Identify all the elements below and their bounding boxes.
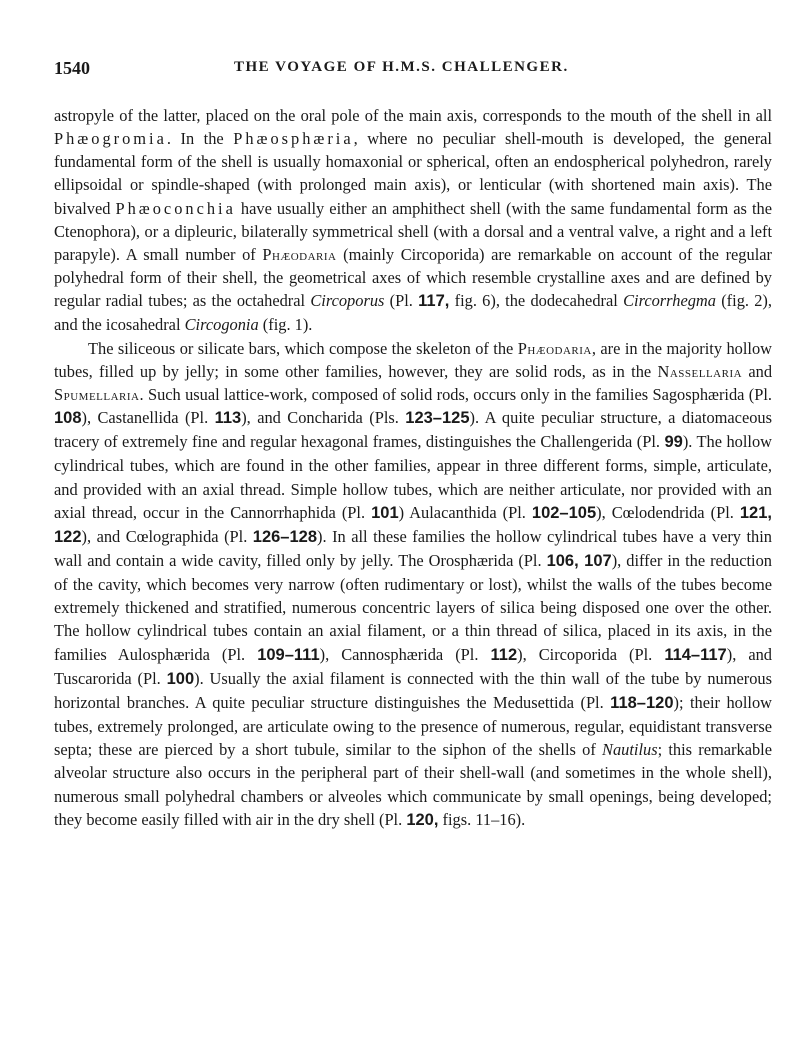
page (54, 56, 772, 832)
taxon-phaeoconchia: Phæoconchia (115, 198, 236, 218)
text-run: fig. 6), the dodecahedral (449, 291, 624, 311)
plate-ref-100: 100 (166, 669, 195, 688)
text-run: ). The hollow cylindrical tubes, which are found in the other families, appear in three different forms, simple, articulate, and provided with an axial thread. Simple hollow tubes, which are neither articulate, nor provided with an axial thread, occur in the Cannorrhaphida (Pl. (54, 432, 772, 522)
text-run: figs. 11–16). (438, 809, 526, 829)
taxon-phaeodaria: Phæodaria (517, 338, 592, 358)
text-run: ) Aulacanthida (Pl. (398, 502, 532, 522)
text-run: , where no peculiar shell-mouth is developed, the general fundamental form of the shell is usually homaxonial or spherical, often an endospherical polyhedron, rarely ellipsoidal or spindle-shaped (with prolonged main axis), or lenticular (with shortened main axis). The bivalved (54, 129, 772, 218)
plate-ref-109-111: 109–111 (257, 645, 320, 664)
taxon-spumellaria: Spumellaria (54, 384, 140, 404)
text-run: (Pl. (384, 291, 419, 311)
genus-nautilus: Nautilus (602, 740, 658, 760)
plate-ref-121-122: 121, 122 (54, 503, 772, 546)
plate-ref-117: 117, (418, 292, 450, 311)
text-run: (mainly Circoporida) are remarkable on account of the regular polyhedral form of their shell, the geometrical axes of which resemble crystalline axes and are defined by regular radial tubes; as the octahedral (54, 244, 772, 311)
body-text (54, 104, 772, 832)
text-run: ). In all these families the hollow cylindrical tubes have a very thin wall and contain a wide cavity, filled only by jelly. The Orosphærida (Pl. (54, 526, 772, 570)
plate-ref-106-107: 106, 107 (546, 551, 612, 570)
taxon-phaeogromia: Phæogromia (54, 129, 167, 149)
text-run: astropyle of the latter, placed on the oral pole of the main axis, corresponds to the mouth of the shell in all (54, 106, 772, 125)
plate-ref-108: 108 (54, 409, 82, 428)
text-run: and (742, 361, 773, 381)
taxon-phaeosphaeria: Phæosphæria (233, 129, 354, 149)
plate-ref-102-105: 102–105 (531, 503, 597, 522)
text-run: ). A quite peculiar structure, a diatomaceous tracery of extremely fine and regular hexagonal frames, distinguishes the Challengerida (Pl. (54, 408, 772, 452)
text-run: . In the (166, 129, 234, 149)
paragraph-2 (54, 337, 772, 832)
text-run: (fig. 2), and the icosahedral (54, 291, 772, 335)
text-run: ). Usually the axial filament is connected with the thin wall of the tube by numerous horizontal branches. A quite peculiar structure distinguishes the Medusettida (Pl. (54, 668, 772, 712)
genus-circoporus: Circoporus (310, 291, 385, 311)
text-run: , are in the majority hollow tubes, filled up by jelly; in some other families, however, they are solid rods, as in the (54, 338, 772, 381)
text-run: ), and Tuscarorida (Pl. (54, 644, 772, 688)
text-run: ), Cannosphærida (Pl. (319, 644, 491, 664)
text-run: . Such usual lattice-work, composed of solid rods, occurs only in the families Sagosphærida (Pl. (139, 384, 772, 404)
plate-ref-120: 120, (406, 810, 439, 829)
text-run: ), Cœlodendrida (Pl. (596, 502, 740, 522)
plate-ref-112: 112 (490, 645, 518, 664)
text-run: ), Circoporida (Pl. (517, 644, 665, 664)
text-run: ), differ in the reduction of the cavity, which becomes very narrow (often rudimentary or lost), whilst the walls of the tubes become extremely thickened and stratified, numerous concentric layers of silica being disposed one over the other. The hollow cylindrical tubes contain an axial filament, or a thin thread of silica, placed in its axis, in the families Aulosphærida (Pl. (54, 550, 772, 664)
plate-ref-126-128: 126–128 (252, 527, 318, 546)
plate-ref-123-125: 123–125 (405, 409, 470, 428)
plate-ref-114-117: 114–117 (664, 645, 727, 664)
plate-ref-101: 101 (371, 503, 399, 522)
text-run: ); their hollow tubes, extremely prolonged, are articulate owing to the presence of numerous, regular, equidistant transverse septa; these are pierced by a short tubule, similar to the siphon of the shells of (54, 692, 772, 760)
genus-circorrhegma: Circorrhegma (623, 291, 716, 311)
text-run: ), Castanellida (Pl. (81, 408, 215, 428)
text-run: ), and Cœlographida (Pl. (81, 526, 253, 546)
plate-ref-113: 113 (214, 409, 242, 428)
text-run: (fig. 1). (258, 315, 313, 335)
text-run: The siliceous or silicate bars, which compose the skeleton of the (88, 338, 518, 358)
paragraph-1 (54, 104, 772, 337)
plate-ref-118-120: 118–120 (610, 693, 674, 712)
taxon-phaeodaria: Phæodaria (262, 244, 337, 264)
page-number: 1540 (54, 58, 90, 78)
text-run: have usually either an amphithect shell (with the same fundamental form as the Ctenophora), or a dipleuric, bilaterally symmetrical shell (with a dorsal and a ventral valve, a right and a left parapyle). A small number of (54, 198, 772, 264)
text-run: ; this remarkable alveolar structure also occurs in the peripheral part of their shell-wall (and sometimes in the whole shell), numerous small polyhedral chambers or alveoles which communicate by small openings, being developed; they become easily filled with air in the dry shell (Pl. (54, 740, 772, 829)
taxon-nassellaria: Nassellaria (657, 361, 743, 381)
running-title: THE VOYAGE OF H.M.S. CHALLENGER. (234, 59, 569, 75)
text-run: ), and Concharida (Pls. (241, 408, 406, 428)
genus-circogonia: Circogonia (184, 315, 259, 335)
page-header (54, 56, 772, 86)
plate-ref-99: 99 (664, 433, 683, 452)
